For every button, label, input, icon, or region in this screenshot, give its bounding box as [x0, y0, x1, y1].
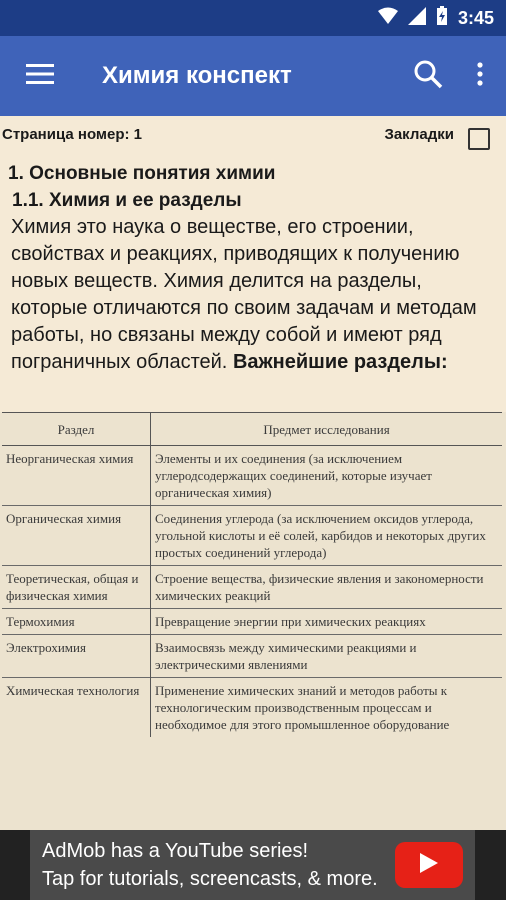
- ad-line-2: Tap for tutorials, screencasts, & more.: [42, 868, 378, 890]
- search-button[interactable]: [402, 59, 454, 94]
- admob-banner[interactable]: [0, 830, 506, 900]
- clock: 3:45: [457, 7, 494, 28]
- subject-cell: Применение химических знаний и методов работы к технологическим производственным процессам и необходимое для этого промышленное оборудование: [151, 678, 503, 738]
- intro-paragraph: [8, 214, 502, 376]
- table-row: [2, 678, 502, 738]
- scanned-table-image: [0, 412, 506, 830]
- section-cell: Неорганическая химия: [2, 446, 151, 506]
- article-content: [8, 160, 502, 376]
- section-cell: Электрохимия: [2, 635, 151, 678]
- status-bar: [0, 0, 506, 36]
- search-icon: [413, 59, 443, 94]
- page-info-row: [0, 124, 506, 152]
- subject-cell: Соединения углерода (за исключением оксидов углерода, угольной кислоты и её солей, карбидов и некоторых других простых соединений углерода): [151, 506, 503, 566]
- table-row: [2, 609, 502, 635]
- section-cell: Термохимия: [2, 609, 151, 635]
- paragraph-text: Химия это наука о веществе, его строении, свойствах и реакциях, приводящих к получению новых веществ. Химия делится на разделы, которые отличаются по своим задачам и методам работы, но связаны между собой и имеют ряд пограничных областей.: [11, 216, 477, 373]
- section-cell: Органическая химия: [2, 506, 151, 566]
- battery-icon: [436, 6, 448, 31]
- sections-table: [2, 412, 502, 737]
- youtube-play-button[interactable]: [395, 842, 463, 888]
- section-cell: Теоретическая, общая и физическая химия: [2, 566, 151, 609]
- subject-cell: Взаимосвязь между химическими реакциями и электрическими явлениями: [151, 635, 503, 678]
- wifi-icon: [378, 7, 398, 30]
- bookmarks-label: Закладки: [384, 126, 454, 143]
- table-row: [2, 635, 502, 678]
- column-header-section: Раздел: [2, 413, 151, 446]
- column-header-subject: Предмет исследования: [151, 413, 503, 446]
- table-header-row: [2, 413, 502, 446]
- subject-cell: Строение вещества, физические явления и закономерности химических реакций: [151, 566, 503, 609]
- play-icon: [418, 851, 440, 880]
- page-number-label: Страница номер: 1: [2, 126, 143, 143]
- section-cell: Химическая технология: [2, 678, 151, 738]
- table-row: [2, 446, 502, 506]
- subject-cell: Превращение энергии при химических реакциях: [151, 609, 503, 635]
- section-heading: 1. Основные понятия химии: [8, 163, 276, 184]
- table-row: [2, 506, 502, 566]
- paragraph-bold-text: Важнейшие разделы:: [232, 351, 448, 373]
- ad-line-1: AdMob has a YouTube series!: [42, 840, 309, 862]
- ad-content[interactable]: [30, 830, 475, 900]
- app-toolbar: [0, 36, 506, 116]
- menu-button[interactable]: [0, 64, 80, 89]
- subsection-heading: 1.1. Химия и ее разделы: [12, 190, 242, 211]
- signal-icon: [408, 7, 426, 30]
- subject-cell: Элементы и их соединения (за исключением углеродсодержащих соединений, которые изучает органическая химия): [151, 446, 503, 506]
- app-title: Химия конспект: [102, 62, 292, 89]
- more-vert-icon: [477, 62, 483, 91]
- overflow-menu-button[interactable]: [454, 62, 506, 91]
- bookmark-checkbox[interactable]: [468, 128, 490, 150]
- hamburger-icon: [26, 64, 54, 89]
- table-row: [2, 566, 502, 609]
